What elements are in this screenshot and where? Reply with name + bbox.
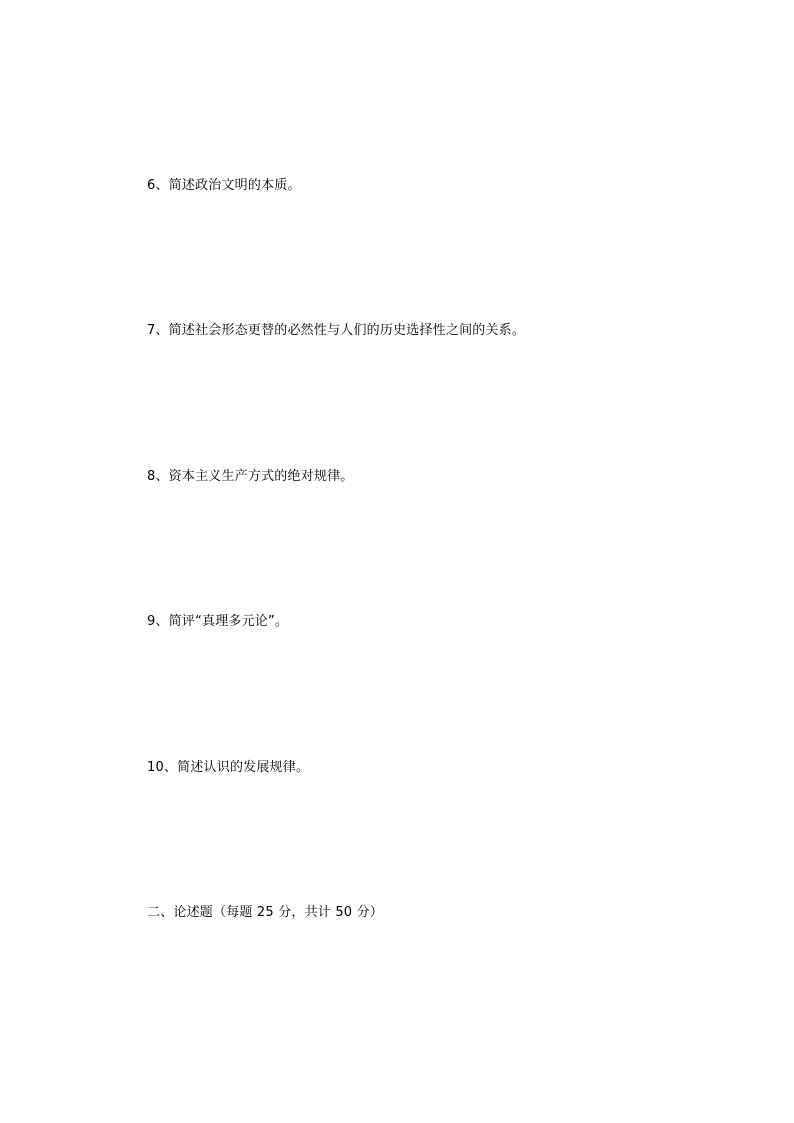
section-two-heading: 二、论述题（每题 25 分，共计 50 分） (147, 905, 384, 920)
question-9: 9、简评“真理多元论”。 (147, 614, 289, 629)
question-6: 6、简述政治文明的本质。 (147, 178, 301, 193)
question-7: 7、简述社会形态更替的必然性与人们的历史选择性之间的关系。 (147, 323, 526, 338)
question-10: 10、简述认识的发展规律。 (147, 760, 310, 775)
question-8: 8、资本主义生产方式的绝对规律。 (147, 469, 354, 484)
